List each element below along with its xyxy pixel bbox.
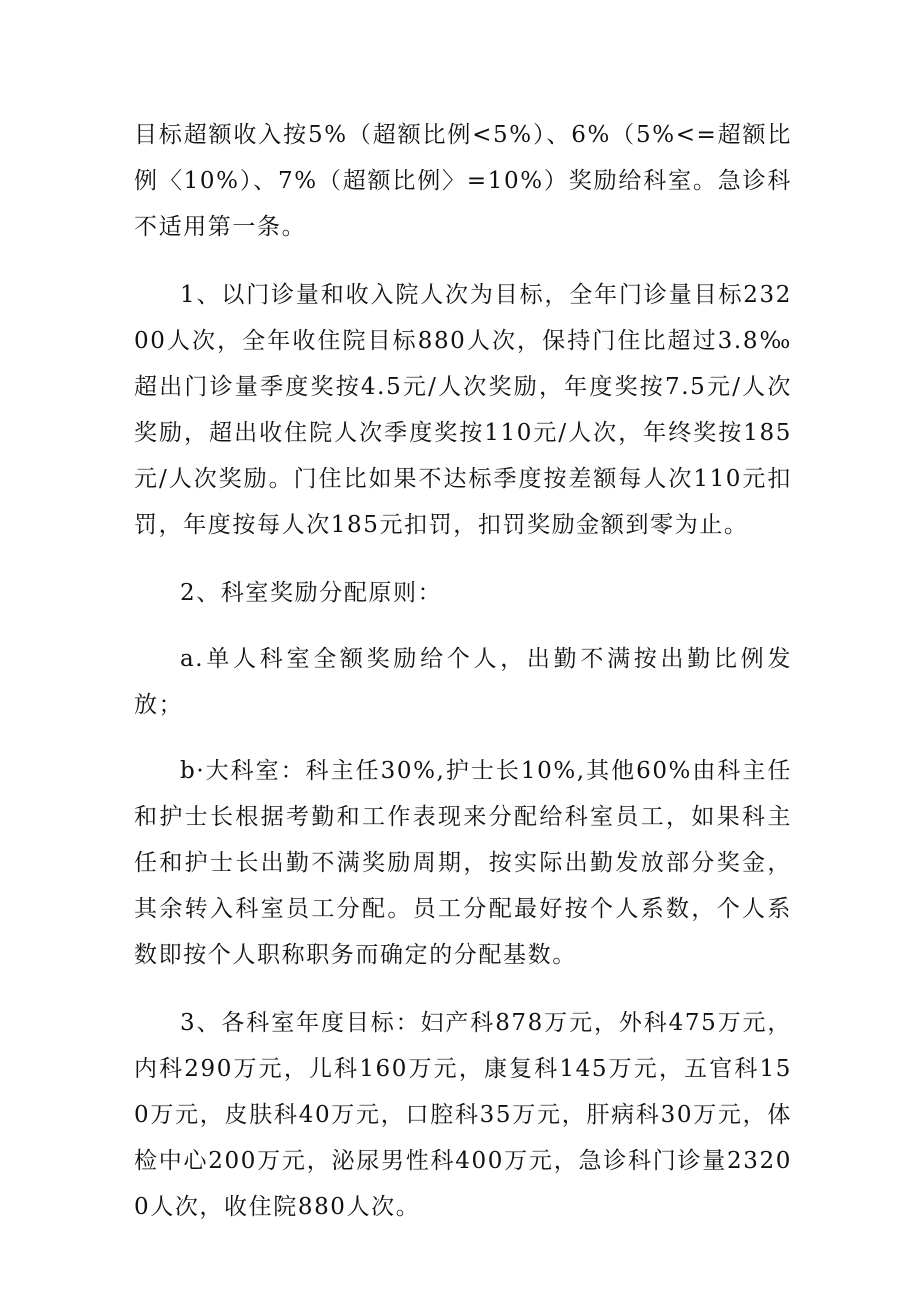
paragraph-annual-targets: 3、各科室年度目标：妇产科878万元，外科475万元，内科290万元，儿科160万元，康复科145万元，五官科150万元，皮肤科40万元，口腔科35万元，肝病科30万元，体检中心200万元，泌尿男性科400万元，急诊科门诊量23200人次，收住院880人次。	[134, 1010, 792, 1220]
paragraph-outpatient-target: 1、以门诊量和收入院人次为目标，全年门诊量目标23200人次，全年收住院目标880人次，保持门住比超过3.8‰超出门诊量季度奖按4.5元/人次奖励，年度奖按7.5元/人次奖励，超出收住院人次季度奖按110元/人次，年终奖按185元/人次奖励。门住比如果不达标季度按差额每人次110元扣罚，年度按每人次185元扣罚，扣罚奖励金额到零为止。	[134, 282, 792, 538]
paragraph-large-department: b·大科室：科主任30%,护士长10%,其他60%由科主任和护士长根据考勤和工作表现来分配给科室员工，如果科主任和护士长出勤不满奖励周期，按实际出勤发放部分奖金，其余转入科室员工分配。员工分配最好按个人系数，个人系数即按个人职称职务而确定的分配基数。	[134, 758, 792, 968]
paragraph-bonus-rate: 目标超额收入按5%（超额比例<5%）、6%（5%<=超额比例〈10%）、7%（超额比例〉=10%）奖励给科室。急诊科不适用第一条。	[134, 122, 792, 240]
paragraph-single-department: a.单人科室全额奖励给个人，出勤不满按出勤比例发放；	[134, 646, 792, 718]
paragraph-allocation-principle: 2、科室奖励分配原则：	[180, 580, 443, 606]
